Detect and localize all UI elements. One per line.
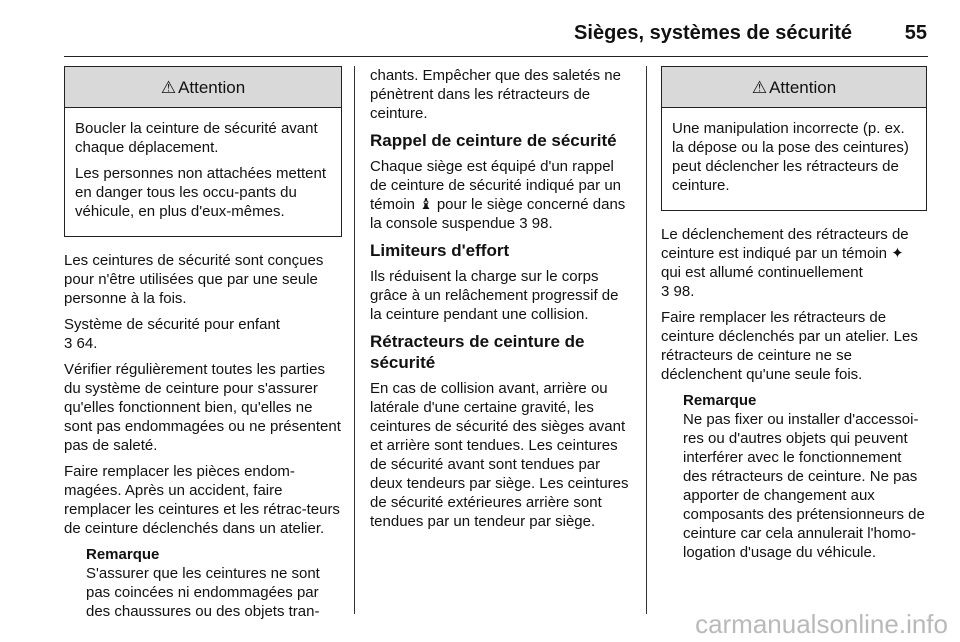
remark-title: Remarque bbox=[683, 392, 757, 409]
page-header bbox=[0, 22, 960, 52]
column-1 bbox=[64, 66, 342, 621]
warning-triangle-icon: ⚠ bbox=[160, 77, 177, 97]
warning-heading: Attention bbox=[178, 77, 246, 97]
remark-title: Remarque bbox=[86, 546, 160, 563]
warning-header bbox=[65, 67, 341, 108]
warning-header bbox=[662, 67, 926, 108]
heading-force-limiters: Limiteurs d'effort bbox=[370, 241, 510, 260]
column-3 bbox=[661, 66, 927, 562]
warning-box bbox=[661, 66, 927, 211]
page-ref-arrow-icon: 3 bbox=[64, 335, 73, 352]
child-system-label: Système de sécurité pour enfant bbox=[64, 316, 280, 333]
header-divider bbox=[64, 56, 928, 57]
warning-body bbox=[662, 108, 926, 210]
heading-pretensioners: Rétracteurs de ceinture de sécurité bbox=[370, 332, 585, 372]
warning-text-2: Les personnes non attachées mettent en danger tous les occu-pants du véhicule, en plus d'eux-mêmes. bbox=[75, 165, 327, 220]
remark-text: Ne pas fixer ou installer d'accessoi-res ou d'autres objets qui peuvent interférer avec le fonctionnement des rétracteurs de ceinture. Ne pas apporter de changement aux composants des prétensionneurs de ceinture car cela annulerait l'homo-logation d'usage du véhicule. bbox=[683, 411, 925, 561]
paragraph-single-use: Les ceintures de sécurité sont conçues pour n'être utilisées que par une seule personne à la fois. bbox=[64, 252, 324, 307]
warning-triangle-icon: ⚠ bbox=[751, 77, 768, 97]
warning-heading: Attention bbox=[769, 77, 837, 97]
warning-box bbox=[64, 66, 342, 237]
column-divider-2 bbox=[646, 66, 647, 614]
page-title: Sièges, systèmes de sécurité bbox=[574, 22, 852, 44]
paragraph-replace-parts: Faire remplacer les pièces endom-magées. Après un accident, faire remplacer les ceintures et les rétrac-teurs de ceinture déclenchés dans un atelier. bbox=[64, 463, 340, 537]
paragraph-continuation: chants. Empêcher que des saletés ne pénètrent dans les rétracteurs de ceinture. bbox=[370, 67, 621, 122]
heading-belt-reminder: Rappel de ceinture de sécurité bbox=[370, 131, 617, 150]
paragraph-pretensioners: En cas de collision avant, arrière ou latérale d'une certaine gravité, les ceintures de sécurité des sièges avant et arrière sont tendues. Les ceintures de sécurité avant sont tendues par deux tendeurs par siège. Les ceintures de sécurité extérieures arrière sont tendues par un tendeur par siège. bbox=[370, 380, 629, 530]
paragraph-belt-reminder: Chaque siège est équipé d'un rappel de ceinture de sécurité indiqué par un témoin ♝ pour le siège concerné dans la console suspendue 3 98. bbox=[370, 158, 626, 232]
page-ref-arrow-icon: 3 bbox=[661, 283, 670, 300]
page-ref-link[interactable]: 98. bbox=[673, 283, 695, 300]
airbag-warning-icon: ✦ bbox=[891, 245, 904, 262]
page-ref-link[interactable]: 98. bbox=[531, 215, 553, 232]
paragraph-child-system bbox=[64, 315, 342, 353]
remark-text: S'assurer que les ceintures ne sont pas coincées ni endommagées par des chaussures ou des objets tran- bbox=[86, 565, 320, 620]
warning-text-1: Une manipulation incorrecte (p. ex. la dépose ou la pose des ceintures) peut déclencher les rétracteurs de ceinture. bbox=[672, 120, 909, 194]
warning-text-1: Boucler la ceinture de sécurité avant chaque déplacement. bbox=[75, 120, 318, 156]
remark-block bbox=[86, 545, 342, 621]
column-2 bbox=[370, 66, 632, 538]
page-ref-arrow-icon: 3 bbox=[519, 215, 528, 232]
column-divider-1 bbox=[354, 66, 355, 614]
warning-body bbox=[65, 108, 341, 236]
paragraph-replace-pretensioners: Faire remplacer les rétracteurs de ceinture déclenchés par un atelier. Les rétracteurs de ceinture ne se déclenchent qu'une seule fois. bbox=[661, 309, 918, 383]
seatbelt-reminder-icon: ♝ bbox=[419, 196, 433, 213]
paragraph-check-system: Vérifier régulièrement toutes les parties du système de ceinture pour s'assurer qu'elles fonctionnent bien, qu'elles ne sont pas endommagées ou ne présentent pas de saleté. bbox=[64, 361, 341, 454]
paragraph-pretensioner-indicator: Le déclenchement des rétracteurs de ceinture est indiqué par un témoin ✦ qui est allumé continuellement 3 98. bbox=[661, 226, 909, 300]
page-number: 55 bbox=[904, 22, 927, 44]
paragraph-force-limiters: Ils réduisent la charge sur le corps grâce à un relâchement progressif de la ceinture pendant une collision. bbox=[370, 268, 619, 323]
page-ref-link[interactable]: 64. bbox=[76, 335, 98, 352]
site-watermark: carmanualsonline.info bbox=[695, 609, 948, 639]
remark-block bbox=[683, 391, 927, 562]
